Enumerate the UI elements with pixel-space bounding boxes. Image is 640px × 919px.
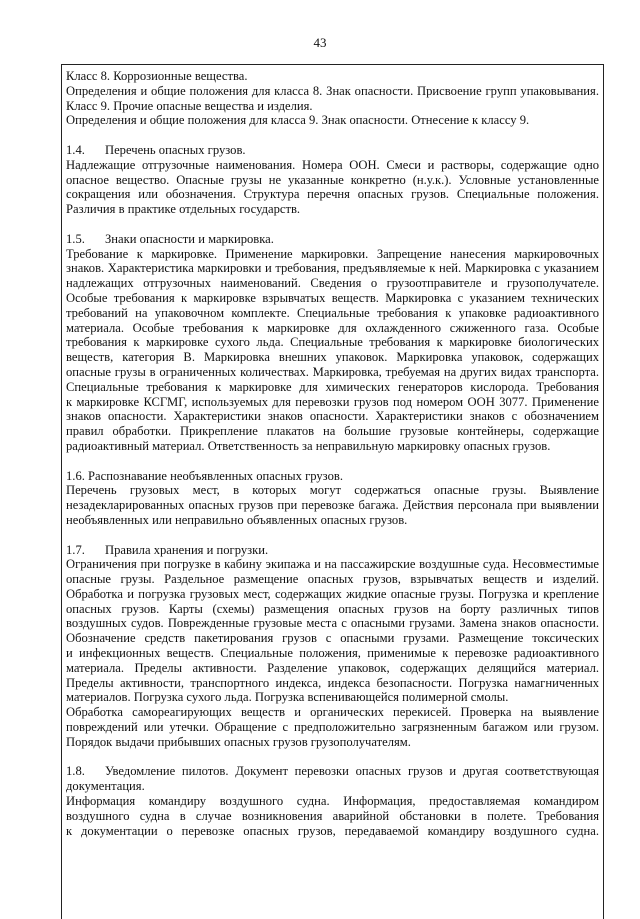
section-heading — [66, 143, 599, 158]
text-line: опасные грузы в ограниченных количествах. Маркировка, требуемая на других видах транспорта. — [66, 364, 599, 379]
text-line: к маркировке КСГМГ, используемых для перевозки грузов под номером ООН 3077. Применение — [66, 394, 599, 409]
text-line: и инфекционных веществ. Специальные положения, применимые к перевозке радиоактивного — [66, 646, 599, 661]
section-classes-8-9 — [66, 69, 599, 128]
text-line: опасные грузы. Раздельное размещение опасных грузов, взрывчатых веществ и изделий. — [66, 572, 599, 587]
text-line: правил обработки. Прикрепление плакатов на большие грузовые контейнеры, содержащие — [66, 424, 599, 439]
section-title: Перечень опасных грузов. — [105, 142, 246, 157]
text-line: материала. Особые требования к маркировке для охлажденного сжиженного газа. Особые — [66, 320, 599, 335]
text-line: Различия в практике отдельных государств. — [66, 202, 301, 217]
text-line: Надлежащие отгрузочные наименования. Номера ООН. Смеси и растворы, содержащие одно — [66, 157, 599, 172]
text-line: Определения и общие положения для класса 9. Знак опасности. Отнесение к классу 9. — [66, 113, 530, 128]
text-line: Обработка самореагирующих веществ и органических перекисей. Проверка на выявление — [66, 705, 599, 720]
text-line: материалов. Погрузка сухого льда. Погрузка вспенивающейся полимерной смолы. — [66, 690, 509, 705]
text-line: радиоактивный материал. Ответственность за неправильную маркировку опасных грузов. — [66, 438, 551, 453]
text-line: Обозначение средств пакетирования грузов с опасными грузами. Размещение токсических — [66, 631, 599, 646]
section-1-6 — [66, 469, 599, 528]
text-line: Перечень грузовых мест, в которых могут содержаться опасные грузы. Выявление — [66, 483, 599, 498]
section-heading — [66, 764, 599, 779]
text-line: воздушных судов. Поврежденные грузовые места с опасными грузами. Замена знаков опасности. — [66, 616, 599, 631]
text-line: сокращения или обозначения. Структура перечня опасных грузов. Специальные положения. — [66, 187, 599, 202]
text-line: опасных грузов. Карты (схемы) размещения опасных грузов на борту различных типов — [66, 601, 599, 616]
text-line: повреждений или утечки. Обращение с предположительно загрязненным багажом или грузом. — [66, 720, 599, 735]
section-1-5 — [66, 232, 599, 454]
section-title: Распознавание необъявленных опасных грузов. — [88, 468, 343, 483]
text-line: к документации о перевозке опасных грузов, передаваемой командиру воздушного судна. — [66, 823, 599, 838]
text-line: Класс 9. Прочие опасные вещества и изделия. — [66, 98, 313, 113]
section-number: 1.7. — [66, 542, 85, 557]
text-line: Специальные требования к маркировке для химических генераторов кислорода. Требования — [66, 379, 599, 394]
text-line: требования к маркировке сухого льда. Специальные требования к маркировке биологических — [66, 335, 599, 350]
text-line: Класс 8. Коррозионные вещества. — [66, 69, 248, 83]
section-title: Уведомление пилотов. Документ перевозки опасных грузов и другая соответствующая — [105, 764, 599, 779]
text-line: материала. Пределы активности. Разделение упаковок, содержащих делящийся материал. — [66, 660, 599, 675]
section-number: 1.4. — [66, 142, 85, 157]
section-heading — [66, 543, 599, 558]
page-number: 43 — [313, 35, 327, 50]
section-heading — [66, 469, 599, 484]
section-1-4 — [66, 143, 599, 217]
text-line: Определения и общие положения для класса 8. Знак опасности. Присвоение групп упаковывания. — [66, 83, 599, 98]
section-title: Правила хранения и погрузки. — [105, 542, 269, 557]
text-line: Информация командиру воздушного судна. Информация, предоставляемая командиром — [66, 794, 599, 809]
section-number: 1.8. — [66, 764, 85, 779]
text-line: надлежащих отгрузочных наименований. Сведения о грузоотправителе и грузополучателе. — [66, 276, 599, 291]
text-line: документация. — [66, 779, 145, 794]
text-line: воздушного судна в случае возникновения аварийной обстановки в полете. Требования — [66, 808, 599, 823]
text-line: Особые требования к маркировке взрывчатых веществ. Маркировка с указанием технических — [66, 290, 599, 305]
text-line: знаков. Характеристика маркировки и требования, предъявляемые к ней. Маркировка с указанием — [66, 261, 599, 276]
text-line: опасное вещество. Опасные грузы не указанные конкретно (н.у.к.). Условные установленные — [66, 172, 599, 187]
text-line: Требование к маркировке. Применение маркировки. Запрещение нанесения маркировочных — [66, 246, 599, 261]
section-1-8 — [66, 764, 599, 838]
text-line: Обработка и погрузка грузовых мест, содержащих жидкие опасные грузы. Погрузка и крепление — [66, 586, 599, 601]
document-body — [61, 64, 604, 919]
text-line: Порядок выдачи прибывших опасных грузов грузополучателям. — [66, 734, 411, 749]
section-1-7 — [66, 543, 599, 750]
text-line: незадекларированных опасных грузов при перевозке багажа. Действия персонала при выявлении — [66, 498, 599, 513]
text-line: знаков опасности. Характеристики знаков опасности. Характеристики знаков с обозначением — [66, 409, 599, 424]
section-number: 1.6. — [66, 468, 85, 483]
text-line: Пределы активности, транспортного индекса, индекса безопасности. Погрузка намагниченных — [66, 675, 599, 690]
text-line: требований на упаковочном комплекте. Специальные требования к упаковке радиоактивного — [66, 305, 599, 320]
text-line: Ограничения при погрузке в кабину экипажа и на пассажирские воздушные суда. Несовместимые — [66, 557, 599, 572]
section-number: 1.5. — [66, 231, 85, 246]
text-line: веществ, категория В. Маркировка внешних упаковок. Маркировка упаковок, содержащих — [66, 350, 599, 365]
text-line: необъявленных или неправильно объявленных опасных грузов. — [66, 512, 408, 527]
section-heading — [66, 232, 599, 247]
section-title: Знаки опасности и маркировка. — [105, 231, 274, 246]
